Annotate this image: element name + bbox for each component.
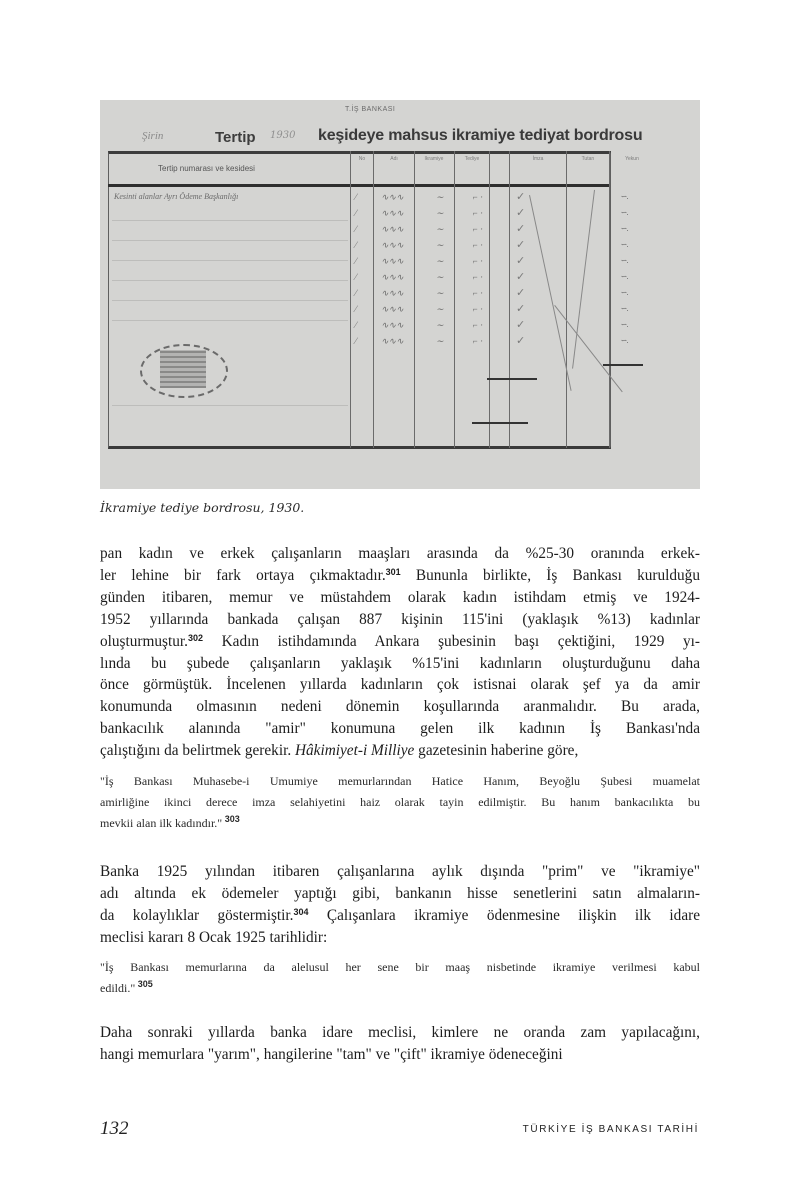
ledger-stamp-line: T.İŞ BANKASI [345,106,396,113]
text-line: adı altında ek ödemeler yaptığı gibi, bankanın hisse senetlerini satın almaların- [100,884,700,902]
footnote-marker[interactable]: 303 [222,814,240,824]
ledger-handwritten-entry: ⌐ · [472,192,483,202]
ledger-tertip-handwriting: 1930 [270,130,296,141]
footnote-marker[interactable]: 302 [187,632,203,643]
ledger-handwritten-total: ∽. [620,192,629,201]
ledger-handwritten-entry: ⌐ · [472,240,483,250]
ledger-column-line [350,151,351,448]
text-line: mevkii alan ilk kadındır." $^{303}$ [100,814,240,830]
ledger-handwritten-total: ∽. [620,224,629,233]
ledger-handwritten-entry: ⌐ · [472,304,483,314]
ledger-column-line [566,151,567,448]
check-mark-icon: ✓ [516,254,526,267]
newspaper-title: Hâkimiyet-i Milliye [294,742,415,760]
text-line: bankacılık alanında "amir" konumuna gelen ilk kadının İş Bankası'nda [100,720,700,738]
ledger-column-header: Yekun [625,156,639,162]
text-line: konumunda olmasının nedeni dönemin koşullarında aranmalıdır. Bu arada, [100,698,700,716]
ledger-guide-line [112,260,348,261]
text-line: günden itibaren, memur ve müstahdem olarak kadın istihdam etmiş ve 1924- [100,588,700,606]
ledger-handwritten-entry: ⁄ [355,256,357,266]
ledger-total-bar [603,364,643,366]
ledger-handwritten-entry: ⁄ [355,320,357,330]
ledger-handwritten-entry: ∿∿∿ [381,320,404,330]
ledger-guide-line [112,320,348,321]
ledger-handwritten-note: Şirin [142,130,164,142]
footnote-marker[interactable]: 305 [135,979,153,989]
text-line: 1952 yıllarında bankada çalışan 887 kişinin 115'ini (yaklaşık %13) kadınlar [100,610,700,628]
ledger-column-line [489,151,490,448]
ledger-handwritten-total: ∽. [620,288,629,297]
ledger-handwritten-total: ∽. [620,208,629,217]
check-mark-icon: ✓ [516,302,526,315]
ledger-handwritten-entry: ∼ [436,336,444,346]
ledger-column-line [414,151,415,448]
ledger-title: keşideye mahsus ikramiye tediyat bordrosu [318,127,643,144]
text-line: edildi." $^{305}$ [100,979,153,995]
ledger-column-header: No [358,156,366,162]
ledger-handwritten-entry: ∿∿∿ [381,336,404,346]
check-mark-icon: ✓ [516,238,526,251]
text-line: lında bu şubede çalışanların yaklaşık %15'ini kadınların oluşturduğunu daha [100,654,700,672]
ledger-handwritten-entry: ∿∿∿ [381,272,404,282]
ledger-column-header: Tediye [464,156,480,162]
ledger-handwritten-entry: ∼ [436,320,444,330]
ledger-column-line [454,151,455,448]
ledger-handwritten-entry: ∼ [436,192,444,202]
text-line: Banka 1925 yılından itibaren çalışanlarına aylık dışında "prim" ve "ikramiye" [100,863,700,880]
ledger-guide-line [112,280,348,281]
ledger-handwritten-entry: ⁄ [355,192,357,202]
check-mark-icon: ✓ [516,318,526,331]
ledger-column-line [373,151,374,448]
check-mark-icon: ✓ [516,190,526,203]
ledger-handwritten-entry: ∼ [436,304,444,314]
ledger-handwritten-entry: ∼ [436,288,444,298]
text-line: çalıştığını da belirtmek gerekir. Hâkimiyet-i Milliye gazetesinin haberine göre, [100,742,579,760]
text-line: hangi memurlara "yarım", hangilerine "tam" ve "çift" ikramiye ödeneceğini [100,1045,563,1063]
ledger-first-column-header: Tertip numarası ve kesidesi [158,164,255,173]
ledger-handwritten-entry: ⌐ · [472,272,483,282]
ledger-column-line [609,151,610,448]
check-mark-icon: ✓ [516,334,526,347]
ledger-handwritten-entry: ∿∿∿ [381,240,404,250]
ledger-handwritten-entry: ∼ [436,272,444,282]
ledger-handwritten-entry: ∼ [436,224,444,234]
ledger-handwritten-total: ∽. [620,256,629,265]
ledger-handwritten-entry: ∼ [436,208,444,218]
ledger-handwritten-entry: ⌐ · [472,288,483,298]
ledger-column-line [509,151,510,448]
ledger-handwritten-entry: ⁄ [355,240,357,250]
ledger-handwritten-total: ∽. [620,272,629,281]
page-number: 132 [100,1118,129,1139]
text-line: önce görmüştük. İncelenen yıllarda kadınların çok istisnai olarak şef ya da amir [100,676,700,694]
ledger-handwritten-total: ∽. [620,336,629,345]
ledger-handwritten-entry: ∿∿∿ [381,224,404,234]
ledger-handwritten-entry: ∿∿∿ [381,288,404,298]
ledger-column-header: Tutarı [581,156,595,162]
ledger-handwritten-entry: ∿∿∿ [381,192,404,202]
ledger-handwritten-entry: ∿∿∿ [381,304,404,314]
ledger-handwritten-entry: ∼ [436,240,444,250]
check-mark-icon: ✓ [516,270,526,283]
footnote-marker[interactable]: 304 [293,906,309,917]
ledger-guide-line [112,405,348,406]
text-line: meclisi kararı 8 Ocak 1925 tarihlidir: [100,928,328,946]
ledger-handwritten-entry: ⁄ [355,208,357,218]
ledger-column-header: Adı [390,156,398,162]
body-paragraph-2 [100,861,700,949]
text-line: amirliğine ikinci derece imza selahiyetini haiz olarak tayin edilmiştir. Bu hanım bankacılıkta bu [100,795,700,809]
text-line: ler lehine bir fark ortaya çıkmaktadır.$^{301}$ Bununla birlikte, İş Bankası kurulduğu [100,566,700,584]
ledger-guide-line [112,240,348,241]
check-mark-icon: ✓ [516,222,526,235]
ledger-handwritten-entry: ⌐ · [472,208,483,218]
ledger-handwritten-entry: ⌐ · [472,224,483,234]
footnote-marker[interactable]: 301 [385,566,401,577]
text-line: Daha sonraki yıllarda banka idare meclisi, kimlere ne oranda zam yapılacağını, [100,1024,700,1041]
check-mark-icon: ✓ [516,286,526,299]
ledger-handwritten-total: ∽. [620,240,629,249]
ledger-handwritten-entry: ⌐ · [472,320,483,330]
check-mark-icon: ✓ [516,206,526,219]
ledger-handwritten-entry: ⁄ [355,288,357,298]
ledger-handwritten-entry: ⁄ [355,272,357,282]
text-line: "İş Bankası Muhasebe-i Umumiye memurlarından Hatice Hanım, Beyoğlu Şubesi muamelat [100,774,700,788]
ledger-total-bar [472,422,528,424]
ledger-guide-line [112,220,348,221]
body-paragraph-1 [100,543,700,762]
text-line: oluşturmuştur.$^{302}$ Kadın istihdamında Ankara şubesinin başı çektiğini, 1929 yı- [100,632,700,650]
running-head: TÜRKİYE İŞ BANKASI TARİHİ [522,1124,699,1135]
body-paragraph-3 [100,1022,700,1066]
ledger-column-header: Ikramiye [424,156,444,162]
ledger-handwritten-entry: ⁄ [355,224,357,234]
ledger-handwritten-entry: ∿∿∿ [381,208,404,218]
ledger-handwritten-entry: ∿∿∿ [381,256,404,266]
block-quote-2 [100,957,700,999]
ledger-tertip-label: Tertip [215,129,256,146]
ledger-column-header: İmza [532,156,544,162]
ledger-handwritten-entry: ⌐ · [472,336,483,346]
block-quote-1 [100,771,700,834]
ledger-handwritten-total: ∽. [620,320,629,329]
ledger-handwritten-entry: ∼ [436,256,444,266]
ledger-first-row-handwriting: Kesinti alanlar Ayrı Ödeme Başkanlığı [114,192,239,201]
ledger-total-bar [487,378,537,380]
text-line: pan kadın ve erkek çalışanların maaşları arasında da %25-30 oranında erkek- [100,545,700,562]
ledger-handwritten-entry: ⌐ · [472,256,483,266]
ledger-handwritten-total: ∽. [620,304,629,313]
text-line: "İş Bankası memurlarına da alelusul her sene bir maaş nisbetinde ikramiye verilmesi kabul [100,960,700,974]
ledger-header-separator [108,184,610,187]
ledger-handwritten-entry: ⁄ [355,304,357,314]
text-line: da kolaylıklar göstermiştir.$^{304}$ Çalışanlara ikramiye ödenmesine ilişkin ilk idare [100,906,700,924]
archival-photo-ikramiye-bordrosu [100,100,700,489]
ledger-seal-stamp-center [160,350,206,388]
ledger-handwritten-entry: ⁄ [355,336,357,346]
ledger-guide-line [112,300,348,301]
figure-caption: İkramiye tediye bordrosu, 1930. [100,500,305,515]
